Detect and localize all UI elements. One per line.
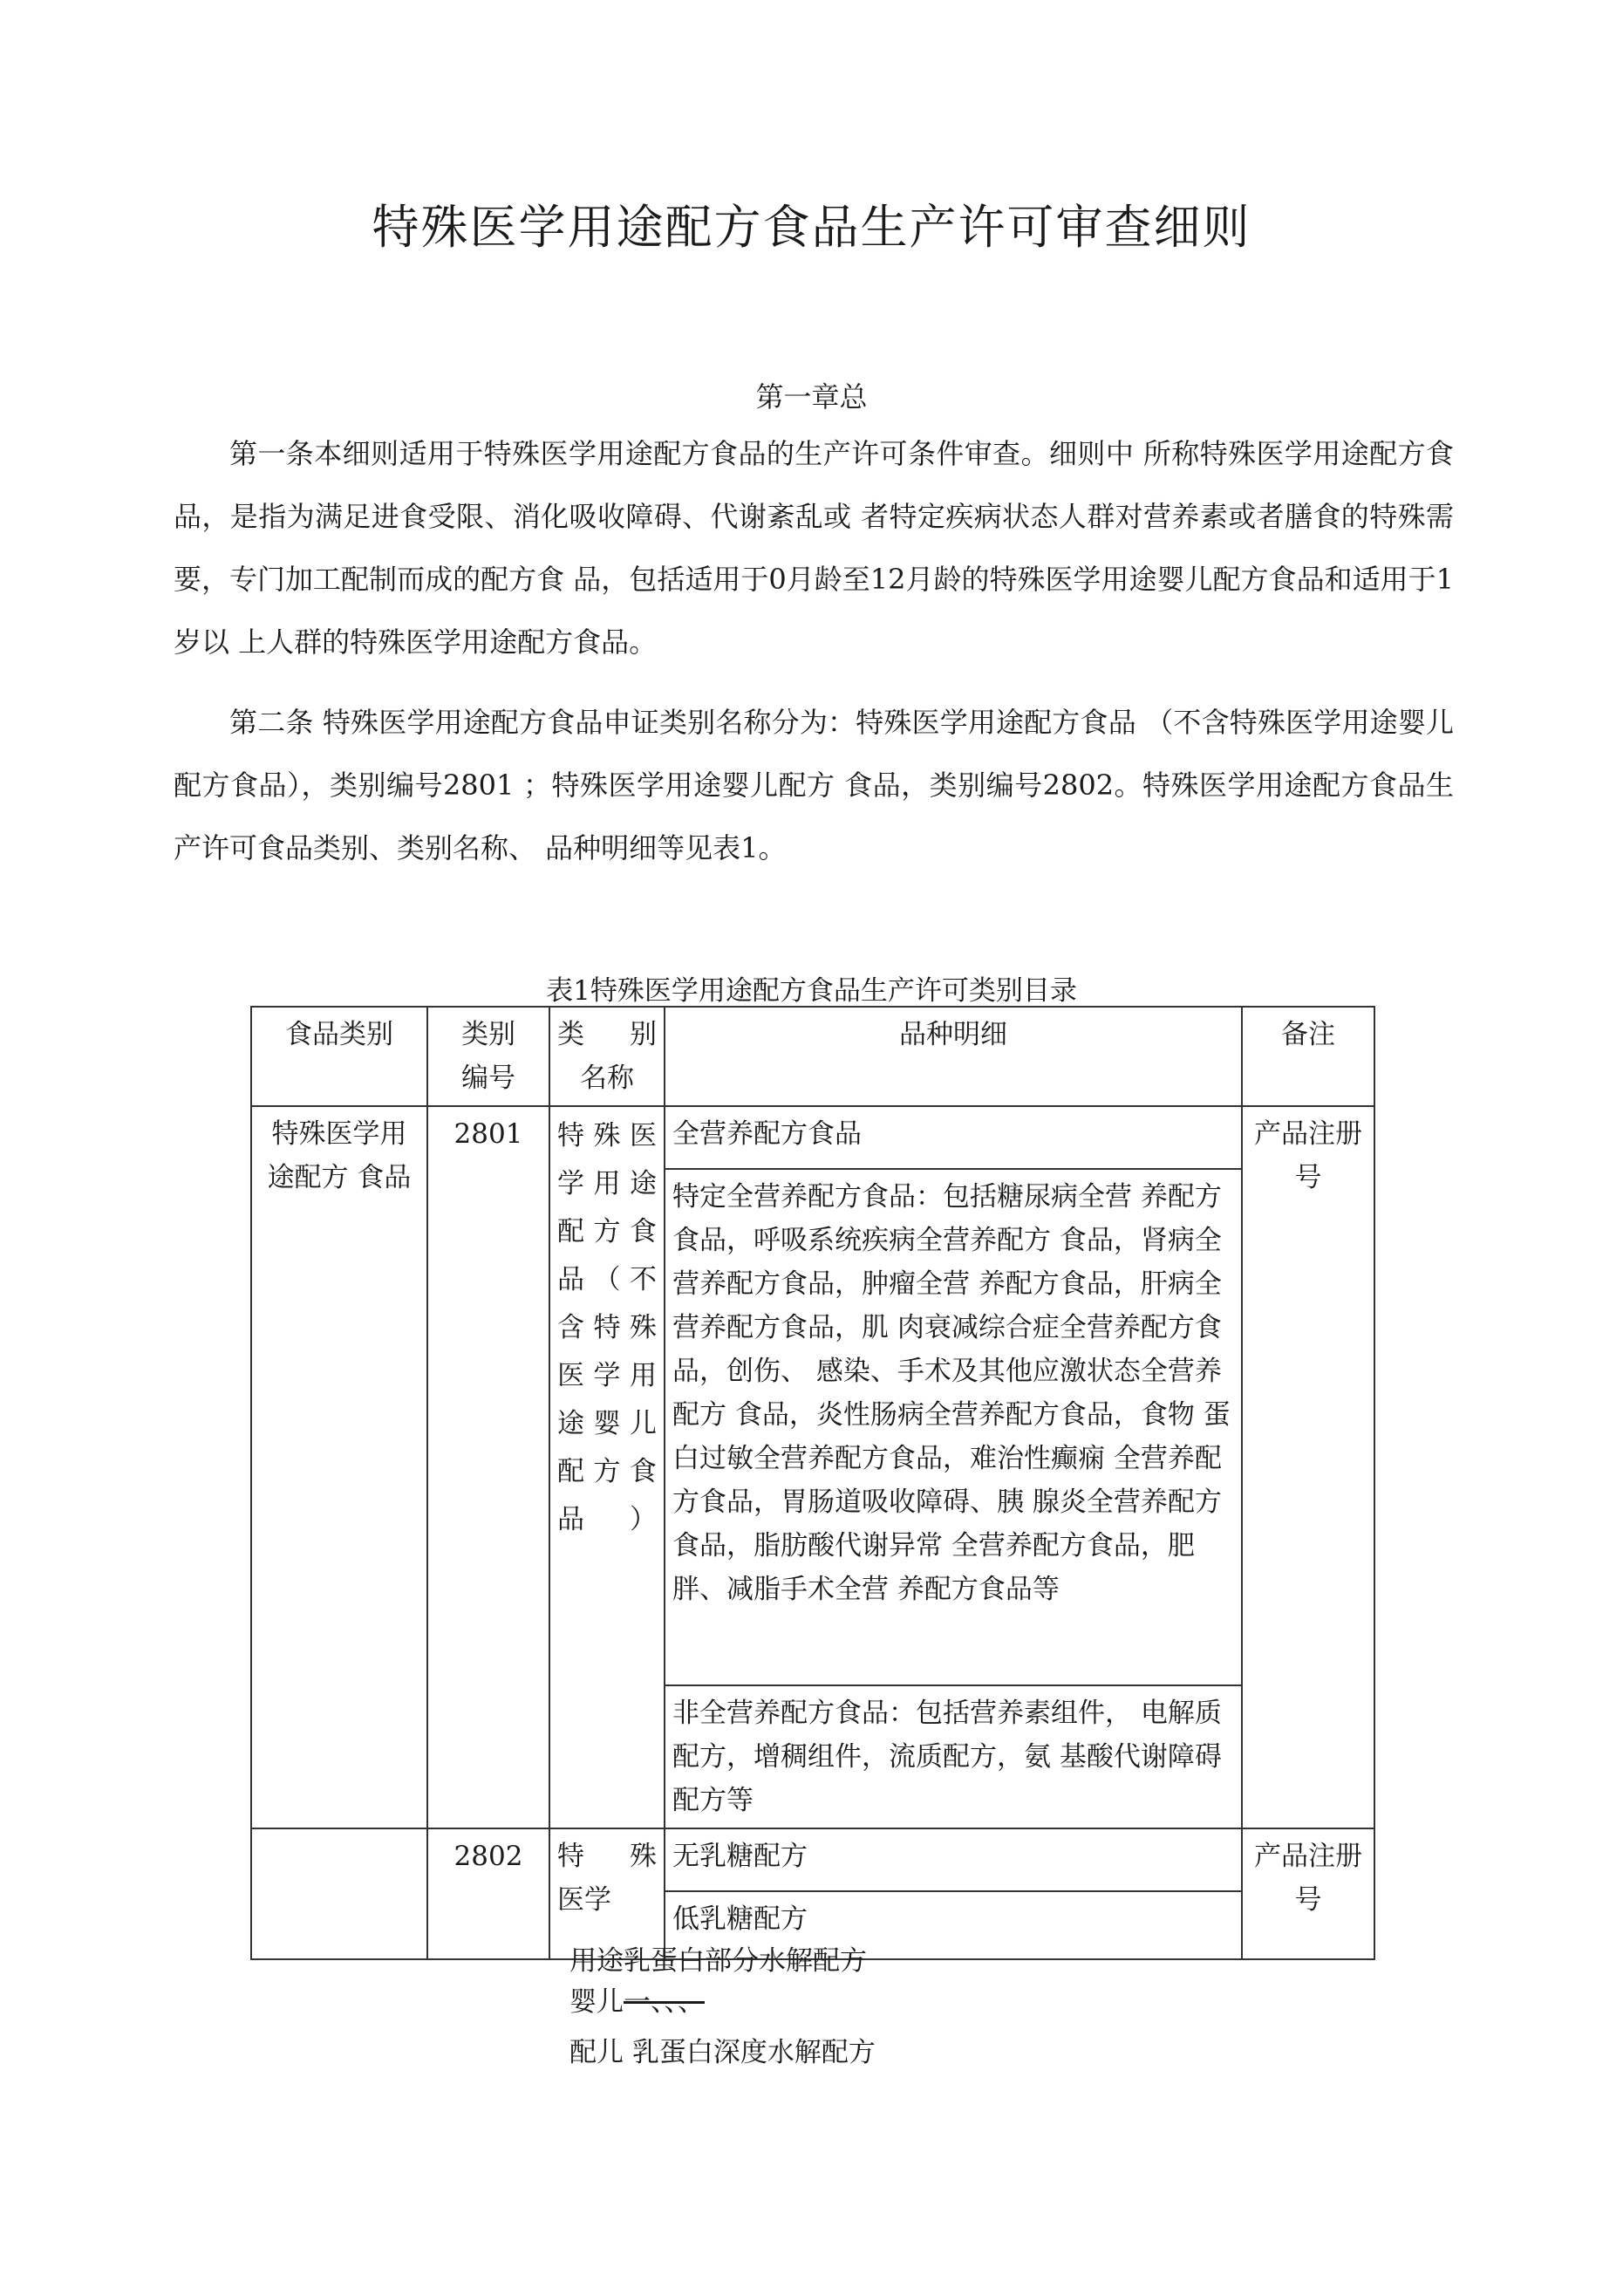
header-remark: 备注 [1242, 1007, 1374, 1106]
cell-code-2801: 2801 [427, 1106, 549, 1828]
cell-food-category-empty [251, 1828, 427, 1959]
header-category-name [549, 1007, 665, 1106]
chapter-heading: 第一章总 [755, 380, 868, 413]
name-2801-text: 特殊医学用途配方食品（不含特殊医学用途婴儿配方食品） [557, 1120, 657, 1535]
header-code-line2: 编号 [461, 1063, 515, 1094]
cell-name-2801 [549, 1106, 665, 1828]
header-variety: 品种明细 [665, 1007, 1242, 1106]
table-row-2801-a [251, 1106, 1374, 1169]
paragraph-article-2: 第二条 特殊医学用途配方食品申证类别名称分为：特殊医学用途配方食品 （不含特殊医学用途婴儿配方食品），类别编号2801 ；特殊医学用途婴儿配方 食品，类别编号2802。特殊医学用途配方食品生产许可食品类别、类别名称、 品种明细等见表1。 [174, 706, 1454, 864]
table-caption: 表1特殊医学用途配方食品生产许可类别目录 [546, 975, 1077, 1007]
cell-variety-full-nutrition: 全营养配方食品 [665, 1106, 1242, 1169]
cell-food-category: 特殊医学用途配方 食品 [251, 1106, 427, 1828]
header-code-line1: 类别 [461, 1019, 515, 1050]
table-row-2802-a [251, 1828, 1374, 1891]
continuation-line-2 [569, 1980, 705, 2024]
header-name-line1: 类 别 [557, 1019, 657, 1050]
header-name-line2: 名称 [580, 1063, 634, 1094]
table-header-row [251, 1007, 1374, 1106]
continuation-line-3: 配儿 乳蛋白深度水解配方 [569, 2037, 876, 2068]
category-table [250, 1006, 1375, 1960]
header-category-code [427, 1007, 549, 1106]
continuation-line-2-text: 婴儿 [569, 1986, 624, 2018]
cell-code-2802: 2802 [427, 1828, 549, 1959]
document-title: 特殊医学用途配方食品生产许可审查细则 [372, 200, 1251, 255]
cell-remark-2802: 产品注册号 [1242, 1828, 1374, 1959]
name-2802-line2: 医学 [557, 1884, 611, 1916]
continuation-line-1: 用途乳蛋白部分水解配方 [569, 1945, 867, 1977]
header-food-category: 食品类别 [251, 1007, 427, 1106]
paragraph-article-1: 第一条本细则适用于特殊医学用途配方食品的生产许可条件审查。细则中 所称特殊医学用途配方食品，是指为满足进食受限、消化吸收障碍、代谢紊乱或 者特定疾病状态人群对营养素或者膳食的特殊需要，专门加工配制而成的配方食 品，包括适用于0月龄至12月龄的特殊医学用途婴儿配方食品和适用于1岁以 上人群的特殊医学用途配方食品。 [174, 437, 1454, 659]
cell-remark-2801: 产品注册号 [1242, 1106, 1374, 1828]
cell-variety-lactose-free: 无乳糖配方 [665, 1828, 1242, 1891]
continuation-line-2-struck: 一、、、 [624, 1986, 705, 2018]
name-2802-line1: 特 殊 [557, 1841, 657, 1872]
cell-variety-specific-full-nutrition: 特定全营养配方食品：包括糖尿病全营 养配方食品，呼吸系统疾病全营养配方 食品，肾病全营养配方食品，肿瘤全营 养配方食品，肝病全营养配方食品，肌 肉衰减综合症全营养配方食品，创伤、 感染、手术及其他应激状态全营养配方 食品，炎性肠病全营养配方食品，食物 蛋白过敏全营养配方食品，难治性癫痫 全营养配方食品，胃肠道吸收障碍、胰 腺炎全营养配方食品，脂肪酸代谢异常 全营养配方食品，肥胖、减脂手术全营 养配方食品等 [665, 1169, 1242, 1685]
cell-variety-non-full-nutrition: 非全营养配方食品：包括营养素组件， 电解质配方，增稠组件，流质配方，氨 基酸代谢障碍配方等 [665, 1685, 1242, 1828]
cell-variety-low-lactose: 低乳糖配方 [665, 1891, 1242, 1959]
